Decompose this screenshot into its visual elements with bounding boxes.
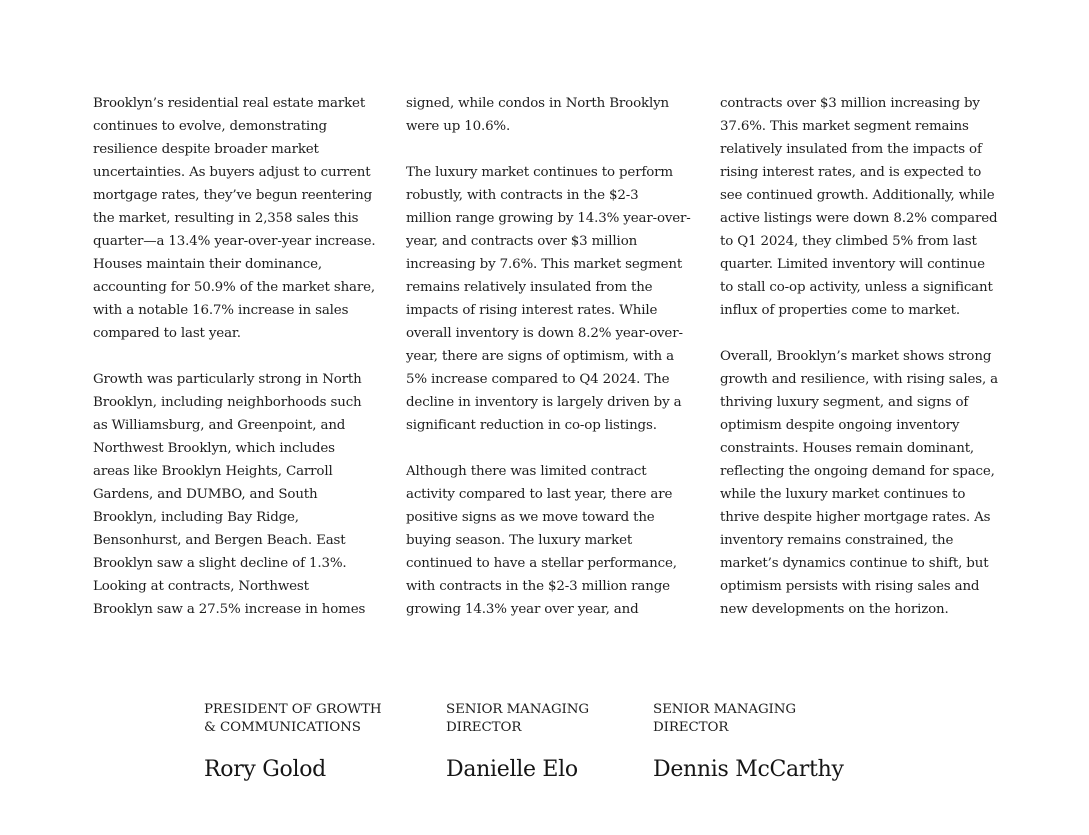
body-text-line: impacts of rising interest rates. While xyxy=(406,303,658,318)
signatory-1 xyxy=(204,701,382,785)
signatory-name: Danielle Elo xyxy=(446,757,578,782)
body-text-line: mortgage rates, they’ve begun reentering xyxy=(93,188,373,203)
signatory-title: DIRECTOR xyxy=(653,720,729,735)
body-text-line: Although there was limited contract xyxy=(406,464,647,479)
signatory-title: DIRECTOR xyxy=(446,720,522,735)
body-text-line: Brooklyn, including Bay Ridge, xyxy=(93,510,299,525)
text-column-3 xyxy=(720,92,1005,621)
body-text-line: growth and resilience, with rising sales, a xyxy=(720,372,999,387)
body-text-line: optimism despite ongoing inventory xyxy=(720,418,960,433)
body-text-line: robustly, with contracts in the $2-3 xyxy=(406,188,639,203)
body-text-line: while the luxury market continues to xyxy=(720,487,966,502)
body-text-line: compared to last year. xyxy=(93,326,241,341)
body-text-line: significant reduction in co-op listings. xyxy=(406,418,657,433)
body-text-line: positive signs as we move toward the xyxy=(406,510,655,525)
signatory-title: SENIOR MANAGING xyxy=(446,702,589,717)
body-text-line: million range growing by 14.3% year-over- xyxy=(406,211,691,226)
signatory-title: PRESIDENT OF GROWTH xyxy=(204,702,382,717)
body-text-line: with a notable 16.7% increase in sales xyxy=(93,303,349,318)
body-text-line: decline in inventory is largely driven by a xyxy=(406,395,682,410)
body-text-line: overall inventory is down 8.2% year-over- xyxy=(406,326,683,341)
body-text-line: Brooklyn’s residential real estate market xyxy=(93,96,366,111)
body-text-line: see continued growth. Additionally, while xyxy=(720,188,995,203)
body-text-line: with contracts in the $2-3 million range xyxy=(406,579,670,594)
body-text-line: contracts over $3 million increasing by xyxy=(720,96,980,111)
body-text-line: optimism persists with rising sales and xyxy=(720,579,980,594)
signatory-3 xyxy=(653,701,844,785)
body-text-line: quarter—a 13.4% year-over-year increase. xyxy=(93,234,376,249)
body-text-line: thrive despite higher mortgage rates. As xyxy=(720,510,991,525)
body-text-line: The luxury market continues to perform xyxy=(406,165,673,180)
body-text-line: 37.6%. This market segment remains xyxy=(720,119,969,134)
body-text-line: Northwest Brooklyn, which includes xyxy=(93,441,335,456)
body-text-line: Bensonhurst, and Bergen Beach. East xyxy=(93,533,346,548)
body-text-line: Brooklyn saw a slight decline of 1.3%. xyxy=(93,556,347,571)
paragraph-break xyxy=(406,138,696,161)
body-text-line: Looking at contracts, Northwest xyxy=(93,579,309,594)
body-text-line: active listings were down 8.2% compared xyxy=(720,211,998,226)
body-text-line: thriving luxury segment, and signs of xyxy=(720,395,969,410)
body-text-line: resilience despite broader market xyxy=(93,142,319,157)
body-text-line: as Williamsburg, and Greenpoint, and xyxy=(93,418,346,433)
text-column-2 xyxy=(406,92,696,621)
body-text-line: rising interest rates, and is expected to xyxy=(720,165,982,180)
body-text-line: new developments on the horizon. xyxy=(720,602,949,617)
body-text-line: influx of properties come to market. xyxy=(720,303,960,318)
paragraph-break xyxy=(720,322,1005,345)
body-text-line: 5% increase compared to Q4 2024. The xyxy=(406,372,670,387)
body-text-line: Houses maintain their dominance, xyxy=(93,257,323,272)
signatory-title: & COMMUNICATIONS xyxy=(204,720,361,735)
body-text-line: remains relatively insulated from the xyxy=(406,280,653,295)
body-text-line: increasing by 7.6%. This market segment xyxy=(406,257,683,272)
body-text-line: continued to have a stellar performance, xyxy=(406,556,677,571)
body-text-line: Brooklyn saw a 27.5% increase in homes xyxy=(93,602,366,617)
paragraph-break xyxy=(93,345,383,368)
signatory-name: Rory Golod xyxy=(204,757,326,782)
body-text-line: Gardens, and DUMBO, and South xyxy=(93,487,318,502)
body-text-line: Overall, Brooklyn’s market shows strong xyxy=(720,349,992,364)
body-text-line: areas like Brooklyn Heights, Carroll xyxy=(93,464,333,479)
body-text-line: market’s dynamics continue to shift, but xyxy=(720,556,989,571)
body-text-line: reflecting the ongoing demand for space, xyxy=(720,464,995,479)
body-text-line: Growth was particularly strong in North xyxy=(93,372,362,387)
body-text-line: constraints. Houses remain dominant, xyxy=(720,441,975,456)
body-text-line: to Q1 2024, they climbed 5% from last xyxy=(720,234,977,249)
body-text-line: to stall co-op activity, unless a significant xyxy=(720,280,993,295)
signatory-name: Dennis McCarthy xyxy=(653,757,844,782)
body-text-line: continues to evolve, demonstrating xyxy=(93,119,327,134)
body-text-line: buying season. The luxury market xyxy=(406,533,633,548)
body-text-line: inventory remains constrained, the xyxy=(720,533,954,548)
body-text-line: uncertainties. As buyers adjust to current xyxy=(93,165,371,180)
body-text-line: year, and contracts over $3 million xyxy=(406,234,638,249)
signatory-2 xyxy=(446,701,589,785)
body-text-line: signed, while condos in North Brooklyn xyxy=(406,96,669,111)
body-text-line: the market, resulting in 2,358 sales this xyxy=(93,211,359,226)
body-text-line: Brooklyn, including neighborhoods such xyxy=(93,395,362,410)
body-text-line: relatively insulated from the impacts of xyxy=(720,142,982,157)
body-text-line: activity compared to last year, there are xyxy=(406,487,673,502)
body-text-line: quarter. Limited inventory will continue xyxy=(720,257,985,272)
body-text-line: year, there are signs of optimism, with a xyxy=(406,349,674,364)
text-column-1 xyxy=(93,92,383,621)
paragraph-break xyxy=(406,437,696,460)
body-text-line: growing 14.3% year over year, and xyxy=(406,602,639,617)
body-text-line: accounting for 50.9% of the market share, xyxy=(93,280,376,295)
body-text-line: were up 10.6%. xyxy=(406,119,511,134)
signatory-title: SENIOR MANAGING xyxy=(653,702,796,717)
